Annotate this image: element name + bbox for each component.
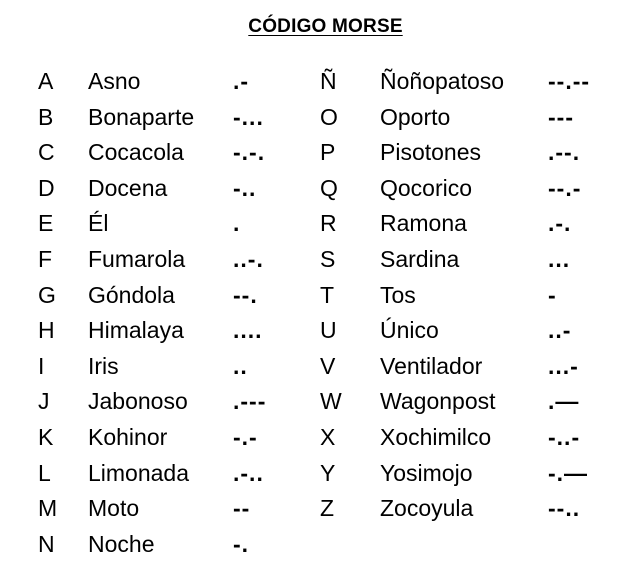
row-word: Él (88, 210, 109, 237)
row-code: --.-- (548, 68, 591, 94)
row-letter: G (38, 281, 56, 308)
row-word: Pisotones (380, 139, 482, 166)
row-code: .. (233, 352, 248, 379)
row-word: Docena (88, 174, 168, 201)
row-code: -.-. (233, 139, 266, 166)
row-code: .... (233, 317, 263, 344)
row-code: --- (548, 103, 574, 130)
row-letter: F (38, 245, 53, 272)
row-letter: I (38, 352, 45, 379)
row-letter: D (38, 174, 55, 201)
row-word: Yosimojo (380, 459, 473, 486)
row-code: --.- (548, 174, 582, 201)
row-letter: Q (320, 174, 338, 201)
row-code: -.— (548, 459, 589, 486)
row-word: Limonada (88, 459, 190, 486)
row-code: .--- (233, 388, 267, 415)
row-letter: Ñ (320, 68, 337, 94)
row-word: Sardina (380, 245, 460, 272)
row-letter: R (320, 210, 337, 237)
row-word: Cocacola (88, 139, 184, 166)
row-code: .--. (548, 139, 581, 166)
row-code: -.- (233, 423, 258, 450)
row-code: --. (233, 281, 258, 308)
row-word: Ventilador (380, 352, 483, 379)
row-letter: Z (320, 495, 335, 522)
row-word: Ramona (380, 210, 467, 237)
row-word: Fumarola (88, 245, 186, 272)
row-code: -... (233, 103, 264, 130)
row-letter: H (38, 317, 55, 344)
row-code: --.. (548, 495, 581, 522)
row-code: ..- (548, 317, 572, 344)
row-word: Ñoñopatoso (380, 68, 505, 94)
row-code: ...- (548, 352, 579, 379)
row-letter: W (320, 388, 342, 415)
row-word: Wagonpost (380, 388, 496, 415)
row-letter: K (38, 423, 54, 450)
row-code: .- (233, 68, 250, 94)
row-code: -..- (548, 423, 581, 450)
row-letter: P (320, 139, 336, 166)
row-word: Xochimilco (380, 423, 492, 450)
row-letter: T (320, 281, 335, 308)
row-letter: C (38, 139, 55, 166)
row-letter: E (38, 210, 54, 237)
row-letter: V (320, 352, 336, 379)
row-letter: J (38, 388, 50, 415)
row-letter: Y (320, 459, 336, 486)
row-code: -.. (233, 174, 257, 201)
row-letter: S (320, 245, 336, 272)
row-word: Bonaparte (88, 103, 195, 130)
row-word: Asno (88, 68, 141, 94)
row-word: Iris (88, 352, 119, 379)
row-word: Góndola (88, 281, 175, 308)
row-word: Oporto (380, 103, 451, 130)
row-code: . (233, 210, 241, 237)
row-letter: A (38, 68, 54, 94)
row-word: Noche (88, 530, 155, 557)
row-word: Jabonoso (88, 388, 188, 415)
row-code: .-. (548, 210, 572, 237)
row-letter: X (320, 423, 336, 450)
row-word: Kohinor (88, 423, 168, 450)
row-code: ... (548, 245, 571, 272)
row-code: .-.. (233, 459, 264, 486)
row-letter: U (320, 317, 337, 344)
row-code: -- (233, 495, 251, 522)
row-word: Qocorico (380, 174, 473, 201)
row-word: Himalaya (88, 317, 184, 344)
row-code: .— (548, 388, 580, 415)
row-word: Moto (88, 495, 140, 522)
row-word: Tos (380, 281, 416, 308)
row-code: -. (233, 530, 250, 557)
row-letter: B (38, 103, 54, 130)
row-word: Único (380, 317, 439, 344)
row-code: ..-. (233, 245, 264, 272)
row-code: - (548, 281, 557, 308)
row-word: Zocoyula (380, 495, 474, 522)
row-letter: M (38, 495, 58, 522)
row-letter: N (38, 530, 55, 557)
row-letter: L (38, 459, 51, 486)
row-letter: O (320, 103, 338, 130)
page-title: CÓDIGO MORSE (248, 16, 403, 37)
